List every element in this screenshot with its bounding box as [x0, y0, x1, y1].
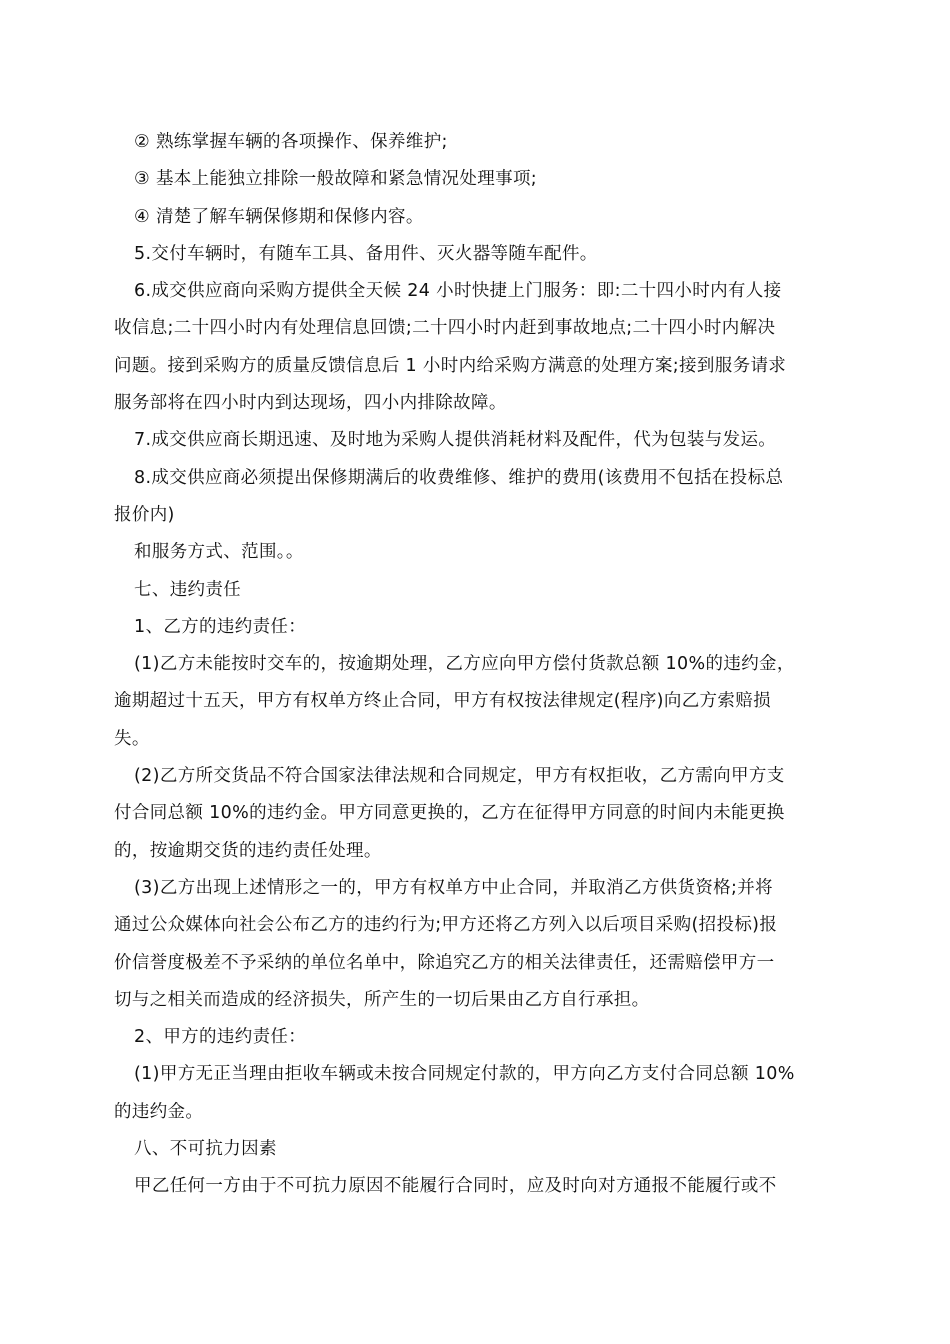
- document-body: [114, 124, 836, 1206]
- clause-6-line-1: 6.成交供应商向采购方提供全天候 24 小时快捷上门服务：即:二十四小时内有人接: [134, 281, 782, 302]
- item-2-line-3: 的，按逾期交货的违约责任处理。: [114, 840, 382, 861]
- item-jia-1-line-2: 的违约金。: [114, 1101, 204, 1122]
- item-3-line-1: (3)乙方出现上述情形之一的，甲方有权单方中止合同，并取消乙方供货资格;并将: [134, 877, 773, 898]
- item-1-line-2: 逾期超过十五天，甲方有权单方终止合同，甲方有权按法律规定(程序)向乙方索赔损: [114, 691, 771, 712]
- item-2-line-2: 付合同总额 10%的违约金。甲方同意更换的，乙方在征得甲方同意的时间内未能更换: [114, 803, 785, 824]
- list-item-3: ③ 基本上能独立排除一般故障和紧急情况处理事项;: [134, 169, 538, 190]
- clause-6-line-3: 问题。接到采购方的质量反馈信息后 1 小时内给采购方满意的处理方案;接到服务请求: [114, 355, 787, 376]
- list-item-2: ② 熟练掌握车辆的各项操作、保养维护;: [134, 132, 448, 152]
- section-heading-8: 八、不可抗力因素: [134, 1139, 277, 1160]
- clause-8-line-3: 和服务方式、范围。。: [134, 542, 304, 563]
- item-1-line-1: (1)乙方未能按时交车的，按逾期处理，乙方应向甲方偿付货款总额 10%的违约金，: [134, 654, 795, 675]
- item-3-line-4: 切与之相关而造成的经济损失，所产生的一切后果由乙方自行承担。: [114, 989, 650, 1010]
- item-3-line-3: 价信誉度极差不予采纳的单位名单中，除追究乙方的相关法律责任，还需赔偿甲方一: [114, 952, 775, 973]
- item-2-line-1: (2)乙方所交货品不符合国家法律法规和合同规定，甲方有权拒收，乙方需向甲方支: [134, 766, 785, 787]
- clause-5: 5.交付车辆时，有随车工具、备用件、灭火器等随车配件。: [134, 243, 598, 264]
- clause-6-line-4: 服务部将在四小时内到达现场，四小内排除故障。: [114, 393, 507, 414]
- section-heading-7: 七、违约责任: [134, 579, 242, 600]
- item-3-line-2: 通过公众媒体向社会公布乙方的违约行为;甲方还将乙方列入以后项目采购(招投标)报: [114, 915, 778, 936]
- item-jia-1-line-1: (1)甲方无正当理由拒收车辆或未按合同规定付款的，甲方向乙方支付合同总额 10%: [134, 1064, 795, 1085]
- subsection-heading-1: 1、乙方的违约责任：: [134, 616, 307, 637]
- clause-6-line-2: 收信息;二十四小时内有处理信息回馈;二十四小时内赶到事故地点;二十四小时内解决: [114, 318, 776, 339]
- clause-8-line-1: 8.成交供应商必须提出保修期满后的收费维修、维护的费用(该费用不包括在投标总: [134, 467, 784, 488]
- force-majeure-line-1: 甲乙任何一方由于不可抗力原因不能履行合同时，应及时向对方通报不能履行或不: [134, 1176, 777, 1197]
- subsection-heading-2: 2、甲方的违约责任：: [134, 1027, 307, 1048]
- clause-7: 7.成交供应商长期迅速、及时地为采购人提供消耗材料及配件，代为包装与发运。: [134, 430, 777, 451]
- clause-8-line-2: 报价内): [114, 504, 175, 525]
- list-item-4: ④ 清楚了解车辆保修期和保修内容。: [134, 206, 424, 227]
- item-1-line-3: 失。: [114, 728, 150, 749]
